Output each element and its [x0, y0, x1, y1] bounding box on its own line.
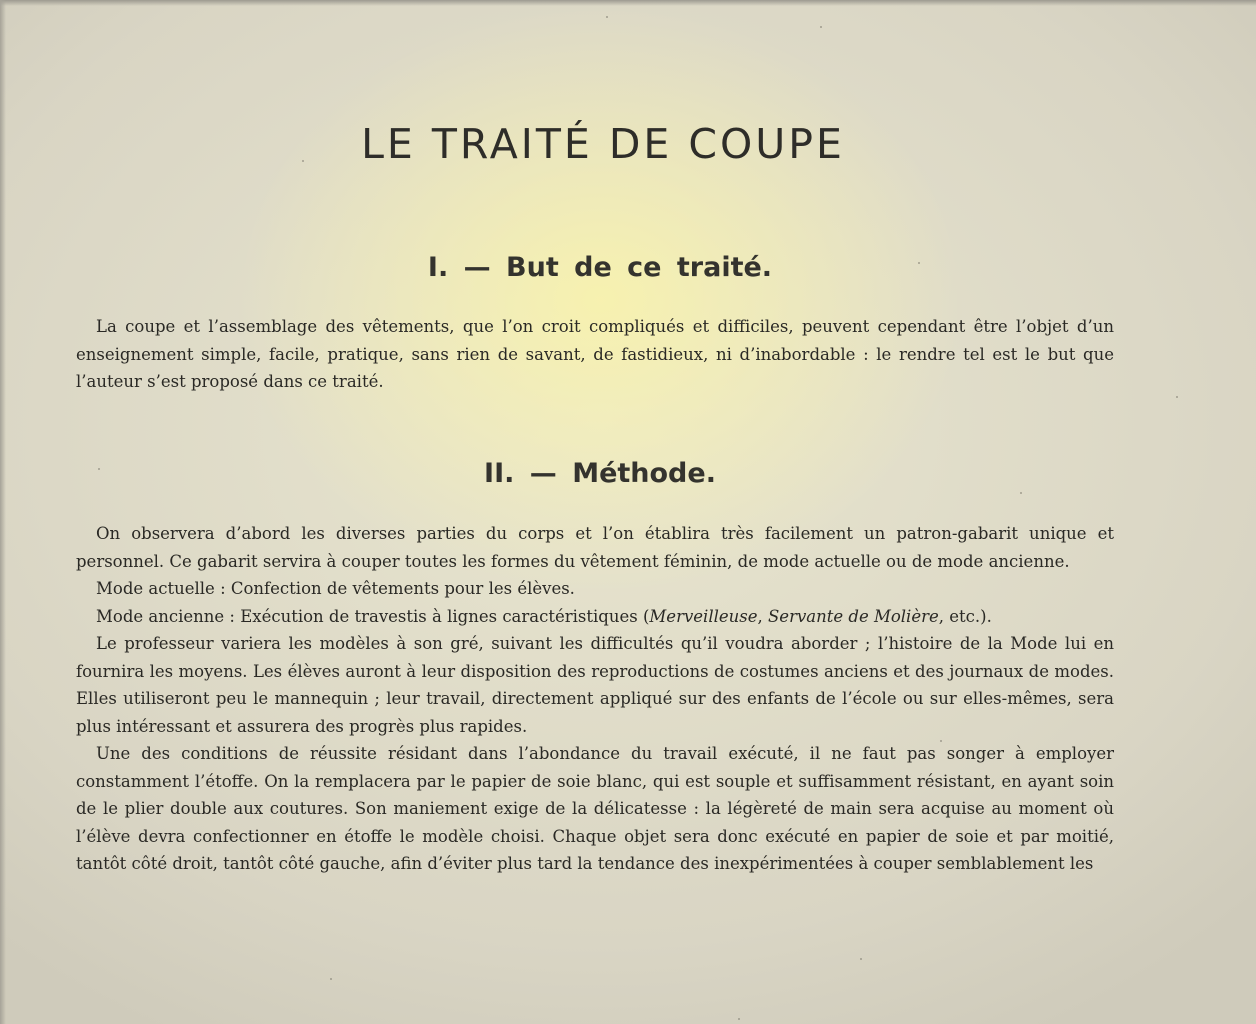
- paper-speck: [1020, 492, 1022, 494]
- section-heading-method: II. — Méthode.: [484, 458, 716, 489]
- italic-text-run: Merveilleuse: [649, 606, 758, 626]
- document-title: LE TRAITÉ DE COUPE: [361, 120, 845, 168]
- italic-text-run: Servante de Molière: [768, 606, 939, 626]
- paper-speck: [1176, 396, 1178, 398]
- text-run: ,: [757, 606, 768, 626]
- paragraph: La coupe et l’assemblage des vêtements, que l’on croit compliqués et difficiles, peuvent cependant être l’objet d’un enseignement simple, facile, pratique, sans rien de savant, de fastidieux, ni d’inabordable : le rendre tel est le but que l’auteur s’est proposé dans ce traité.: [76, 317, 1114, 391]
- text-run: , etc.).: [938, 606, 992, 626]
- page-edge-shadow: [0, 0, 1256, 6]
- paragraph: Une des conditions de réussite résidant dans l’abondance du travail exécuté, il ne faut pas songer à employer constamment l’étoffe. On la remplacera par le papier de soie blanc, qui est souple et suffisamment résistant, en ayant soin de le plier double aux coutures. Son maniement exige de la délicatesse : la légèreté de main sera acquise au moment où l’élève devra confectionner en étoffe le modèle choisi. Chaque objet sera donc exécuté en papier de soie et par moitié, tantôt côté droit, tantôt côté gauche, afin d’éviter plus tard la tendance des inexpérimentées à couper semblablement les: [76, 744, 1114, 873]
- paragraph: Mode actuelle : Confection de vêtements pour les élèves.: [96, 579, 575, 598]
- text-run: Mode ancienne : Exécution de travestis à lignes caractéristiques (: [96, 606, 650, 626]
- section-heading-purpose: I. — But de ce traité.: [427, 252, 773, 283]
- paper-speck: [606, 16, 608, 18]
- paper-speck: [738, 1018, 740, 1020]
- paragraph-mixed-style: [76, 603, 1114, 631]
- section-body-purpose: [76, 313, 1114, 396]
- paragraph: Le professeur variera les modèles à son gré, suivant les difficultés qu’il voudra aborder ; l’histoire de la Mode lui en fournira les moyens. Les élèves auront à leur disposition des reproductions de costumes anciens et des journaux de modes. Elles utiliseront peu le mannequin ; leur travail, directement appliqué sur des enfants de l’école ou sur elles-mêmes, sera plus intéressant et assurera des progrès plus rapides.: [76, 634, 1114, 736]
- paper-speck: [820, 26, 822, 28]
- paper-speck: [860, 958, 862, 960]
- paragraph: On observera d’abord les diverses parties du corps et l’on établira très facilement un patron-gabarit unique et personnel. Ce gabarit servira à couper toutes les formes du vêtement féminin, de mode actuelle ou de mode ancienne.: [76, 524, 1114, 571]
- paper-speck: [330, 978, 332, 980]
- section-body-method: [76, 520, 1114, 878]
